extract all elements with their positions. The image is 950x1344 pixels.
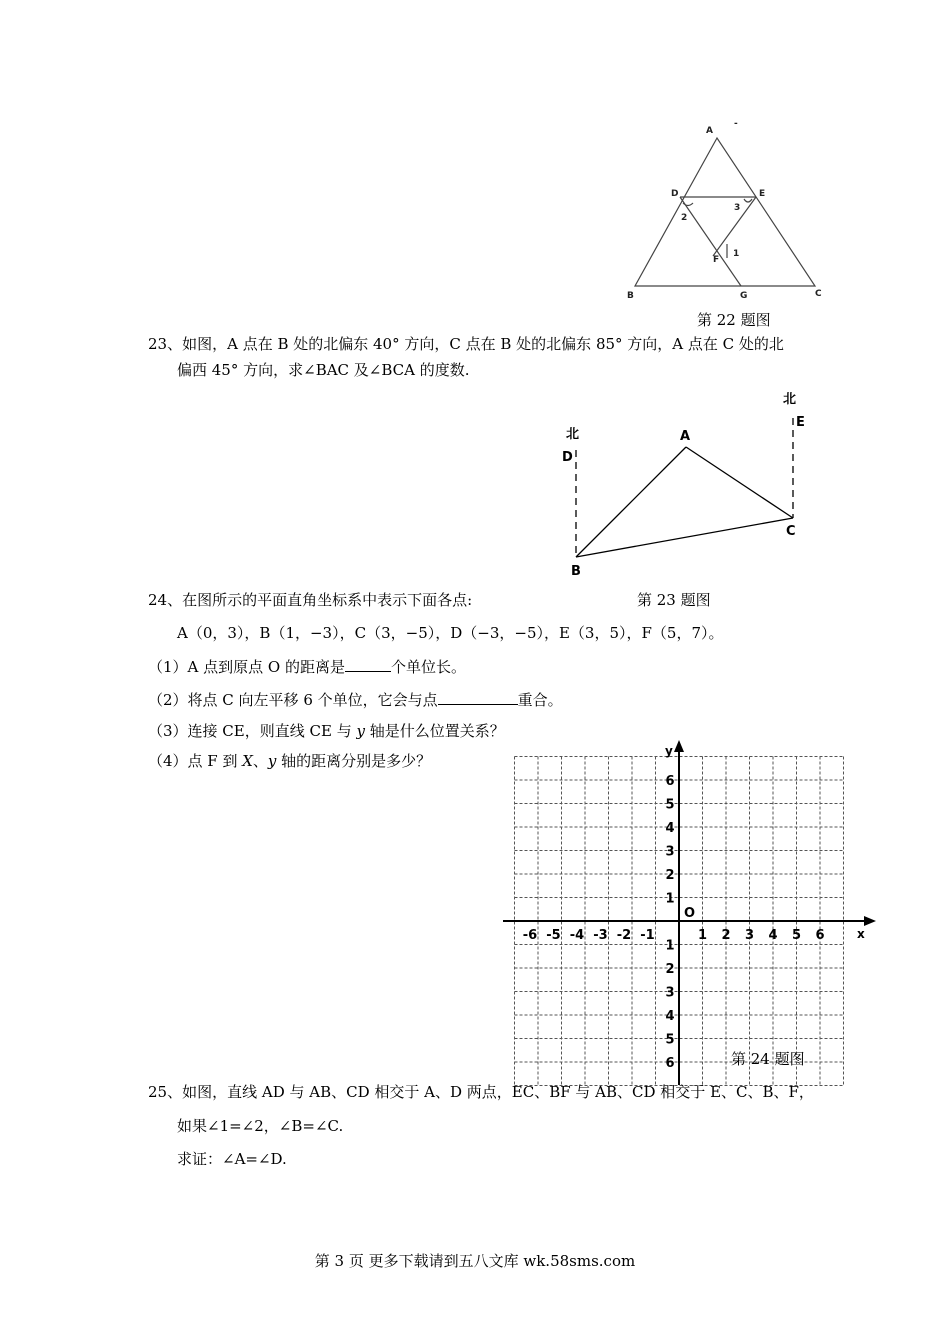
x-axis-arrow: [864, 916, 876, 926]
y-tick-label: 4: [665, 821, 675, 836]
y-tick-label: 3: [665, 985, 675, 1001]
part1-text-after: 个单位长。: [390, 658, 466, 676]
x-tick-label: 4: [768, 928, 778, 943]
label-e: E: [759, 189, 766, 199]
x-tick-label: 1: [697, 928, 708, 943]
label-g: G: [740, 291, 748, 301]
label-b: B: [571, 564, 581, 579]
x-tick-label: 3: [744, 928, 755, 943]
label-b: B: [627, 291, 634, 301]
y-tick-label: 6: [665, 1056, 675, 1071]
label-f: F: [713, 255, 720, 265]
question-24-part3: （3）连接 CE，则直线 CE 与 𝑦 轴是什么位置关系？: [148, 722, 505, 740]
question-23-line1: 23、如图，A 点在 B 处的北偏东 40° 方向，C 点在 B 处的北偏东 85° 方向，A 点在 C 处的北: [148, 335, 784, 353]
x-tick-label: -3: [593, 928, 608, 943]
label-d: D: [562, 450, 573, 465]
question-24-stem: 24、在图所示的平面直角坐标系中表示下面各点:: [148, 591, 473, 609]
figure-24-grid: [495, 735, 885, 1090]
y-tick-label: 1: [665, 938, 675, 954]
x-tick-label: -2: [616, 928, 632, 943]
part2-text-after: 重合。: [517, 691, 563, 709]
label-a: A: [680, 429, 691, 444]
y-tick-label: 5: [665, 797, 675, 813]
figure-22: [620, 115, 830, 305]
x-axis-label: x: [857, 927, 865, 941]
y-tick-label: 6: [665, 774, 675, 789]
x-tick-label: -6: [522, 928, 538, 943]
question-24-points: A（0，3），B（1，−3），C（3，−5），D（−3，−5），E（3，5），F（5，7）。: [177, 624, 724, 642]
label-d: D: [671, 189, 679, 199]
angle-3-mark: [744, 199, 752, 202]
y-tick-label: 5: [665, 1032, 675, 1048]
label-dash: -: [734, 119, 738, 129]
y-tick-label: 2: [665, 962, 675, 977]
y-tick-label: 3: [665, 844, 675, 860]
x-tick-label: -5: [546, 928, 561, 943]
question-25-line1: 25、如图，直线 AD 与 AB、CD 相交于 A、D 两点，EC、BF 与 AB、CD 相交于 E、C、B、F，: [148, 1083, 814, 1101]
x-tick-label: -4: [569, 928, 585, 943]
x-tick-label: 2: [721, 928, 731, 943]
angle-1-label: 1: [733, 249, 740, 259]
part2-text-before: （2）将点 C 向左平移 6 个单位，它会与点: [148, 691, 438, 709]
question-24-part2: [148, 689, 563, 711]
answer-blank-1[interactable]: [345, 657, 391, 672]
y-tick-label: 1: [665, 891, 675, 907]
question-23-line2: 偏西 45° 方向，求∠BAC 及∠BCA 的度数.: [177, 361, 470, 379]
y-tick-label: 2: [665, 868, 675, 883]
segment-ac: [686, 447, 793, 518]
label-e: E: [796, 415, 805, 430]
question-25-line2: 如果∠1=∠2，∠B=∠C.: [177, 1117, 344, 1135]
answer-blank-2[interactable]: [438, 690, 518, 705]
figure-23-caption: 第 23 题图: [637, 591, 711, 609]
question-25-line3: 求证：∠A=∠D.: [177, 1150, 287, 1168]
y-axis-arrow: [674, 740, 684, 752]
label-a: A: [706, 126, 713, 136]
x-tick-label: 6: [815, 928, 825, 943]
question-24-part1: [148, 656, 466, 678]
angle-3-label: 3: [734, 203, 741, 213]
figure-24-caption: 第 24 题图: [731, 1050, 805, 1068]
triangle-abc: [635, 138, 815, 286]
question-24-part4: （4）点 F 到 𝑋、𝑦 轴的距离分别是多少？: [148, 752, 432, 770]
y-axis-label: y: [665, 744, 673, 758]
page-footer: 第 3 页 更多下载请到五八文库 wk.58sms.com: [314, 1252, 636, 1270]
figure-23: [555, 385, 815, 585]
origin-label: O: [684, 906, 696, 921]
part1-text-before: （1）A 点到原点 O 的距离是: [148, 658, 345, 676]
x-tick-label: -1: [640, 928, 655, 943]
y-tick-label: 4: [665, 1009, 675, 1024]
north-label-left: 北: [566, 427, 580, 442]
x-tick-label: 5: [791, 928, 802, 943]
label-c: C: [815, 289, 822, 299]
figure-22-caption: 第 22 题图: [697, 311, 771, 329]
label-c: C: [786, 524, 796, 539]
north-label-right: 北: [783, 392, 797, 407]
angle-2-label: 2: [681, 213, 688, 223]
segment-dg: [680, 197, 741, 286]
